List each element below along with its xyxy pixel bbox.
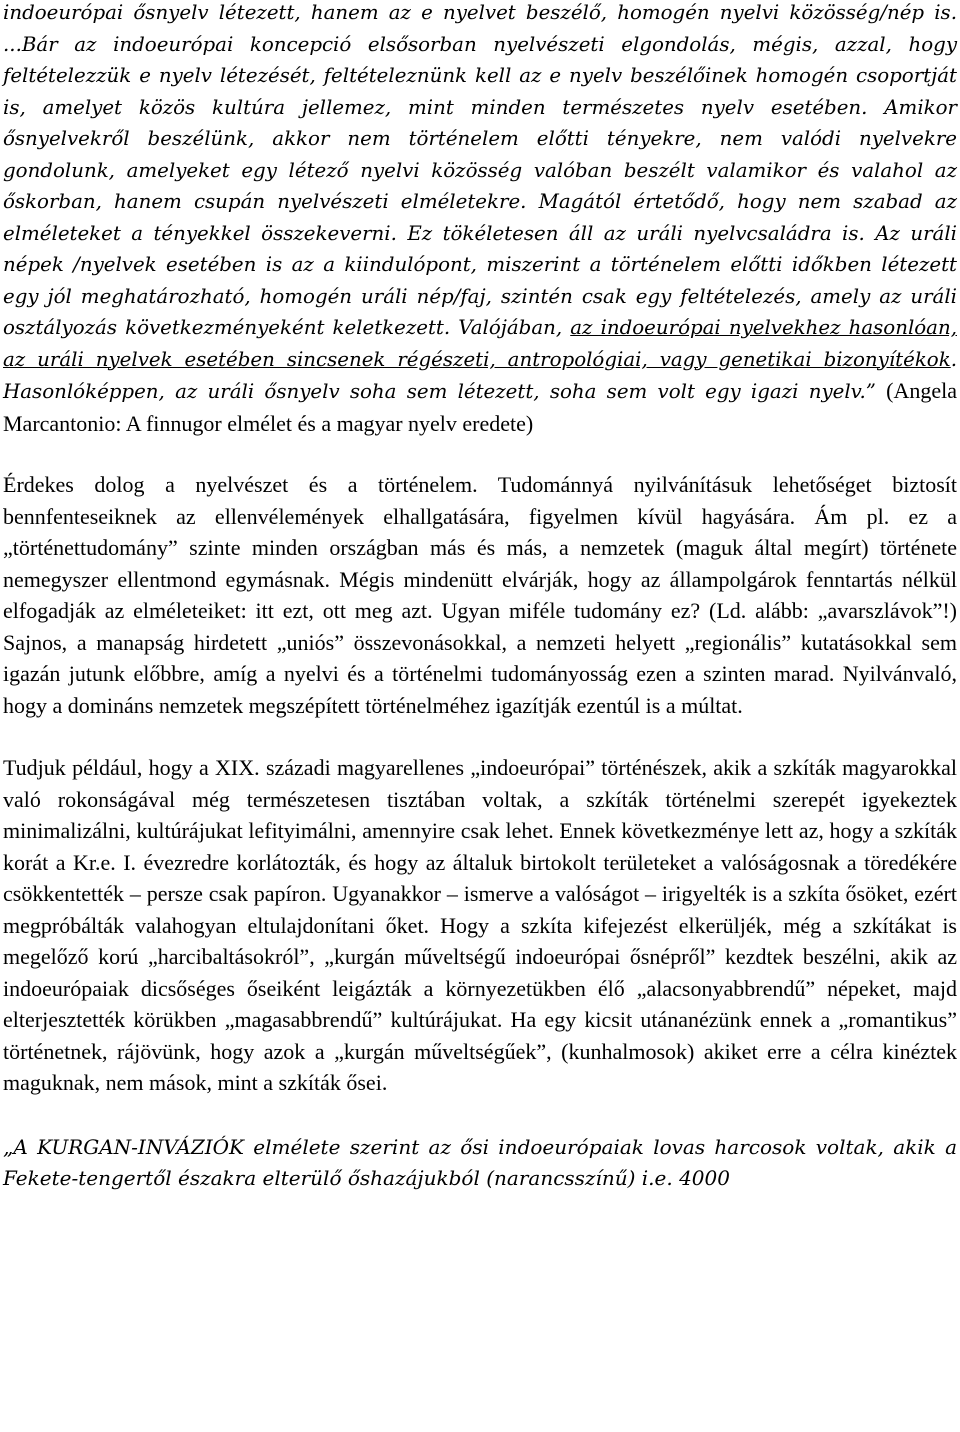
quote-text-end: . Hasonlóképpen, az uráli ősnyelv soha sem létezett, soha sem volt egy igazi nyelv.” xyxy=(3,347,957,403)
quote-text: indoeurópai ősnyelv létezett, hanem az e nyelvet beszélő, homogén nyelvi közösség/nép is. ...Bár az indoeurópai koncepció elsősorban nyelvészeti elgondolás, mégis, azzal, hogy feltételezzük e nyelv létezését, feltételeznünk kell az e nyelv beszélőinek homogén csoportját is, amelyet közös kultúra jellemez, mint minden természetes nyelv esetében. Amikor ősnyelvekről beszélünk, akkor nem történelem előtti tényekre, nem valódi nyelvekre gondolunk, amelyeket egy létező nyelvi közösség valóban beszélt valamikor és valahol az őskorban, hanem csupán nyelvészeti elméletekre. Magától értetődő, hogy nem szabad az elméleteket a tényekkel összekeverni. Ez tökéletesen áll az uráli nyelvcsaládra is. Az uráli népek /nyelvek esetében is az a kiindulópont, miszerint a történelem előtti időkben létezett egy jól meghatározható, homogén uráli nép/faj, szintén csak egy feltételezés, amely az uráli osztályozás következményeként keletkezett. Valójában, xyxy=(3,1,957,339)
quote-citation: (Angela Marcantonio: A finnugor elmélet és a magyar nyelv eredete) xyxy=(3,378,957,436)
document-page xyxy=(3,0,957,1195)
quote-paragraph xyxy=(3,0,957,440)
body-paragraph-history-linguistics: Érdekes dolog a nyelvészet és a történelem. Tudománnyá nyilvánításuk lehetőséget biztosít bennfenteseiknek az ellenvélemények elhallgatására, figyelmen kívül hagyására. Ám pl. ez a „történettudomány” szinte minden országban más és más, a nemzetek (maguk által megírt) története nemegyszer ellentmond egymásnak. Mégis mindenütt elvárják, hogy az állampolgárok fenntartás nélkül elfogadják az elméleteiket: itt ezt, ott meg azt. Ugyan miféle tudomány ez? (Ld. alább: „avarszlávok”!) Sajnos, a manapság hirdetett „uniós” összevonásokkal, a nemzeti helyett „regionális” kutatásokkal sem igazán jutunk előbbre, amíg a nyelvi és a történelmi tudományosság ezen a szinten marad. Nyilvánvaló, hogy a domináns nemzetek megszépített történelméhez igazítják ezentúl is a múltat. xyxy=(3,472,957,718)
kurgan-quote-paragraph: „A KURGAN-INVÁZIÓK elmélete szerint az ősi indoeurópaiak lovas harcosok voltak, akik a Fekete-tengertől északra elterülő őshazájukból (narancsszínű) i.e. 4000 xyxy=(3,1134,957,1190)
underlined-quote-text: az indoeurópai nyelvekhez hasonlóan, az uráli nyelvek esetében sincsenek régészeti, antropológiai, vagy genetikai bizonyítékok xyxy=(3,316,957,371)
body-paragraph-scythians: Tudjuk például, hogy a XIX. századi magyarellenes „indoeurópai” történészek, akik a szkíták magyarokkal való rokonságával még természetesen tisztában voltak, a szkíták történelmi szerepét igyekeztek minimalizálni, kultúrájukat lefityimálni, amennyire csak lehet. Ennek következménye lett az, hogy a szkíták korát a Kr.e. I. évezredre korlátozták, és hogy az általuk birtokolt területeket a valóságosnak a töredékére csökkentették – persze csak papíron. Ugyanakkor – ismerve a valóságot – irigyelték is a szkíta ősöket, ezért megpróbálták valahogyan eltulajdonítani őket. Hogy a szkíta kifejezést elkerüljék, még a szkítákat is megelőző korú „harcibaltásokról”, „kurgán műveltségű indoeurópai ősnépről” kezdtek beszélni, akik az indoeurópaiak dicsőséges őseiként leigázták a környezetükben élő „alacsonyabbrendű” népeket, majd elterjesztették körükben „magasabbrendű” kultúrájukat. Ha egy kicsit utánanézünk ennek a „romantikus” történetnek, rájövünk, hogy azok a „kurgán műveltségűek”, (kunhalmosok) akiket erre a célra kinéztek maguknak, nem mások, mint a szkíták ősei. xyxy=(3,755,957,1095)
